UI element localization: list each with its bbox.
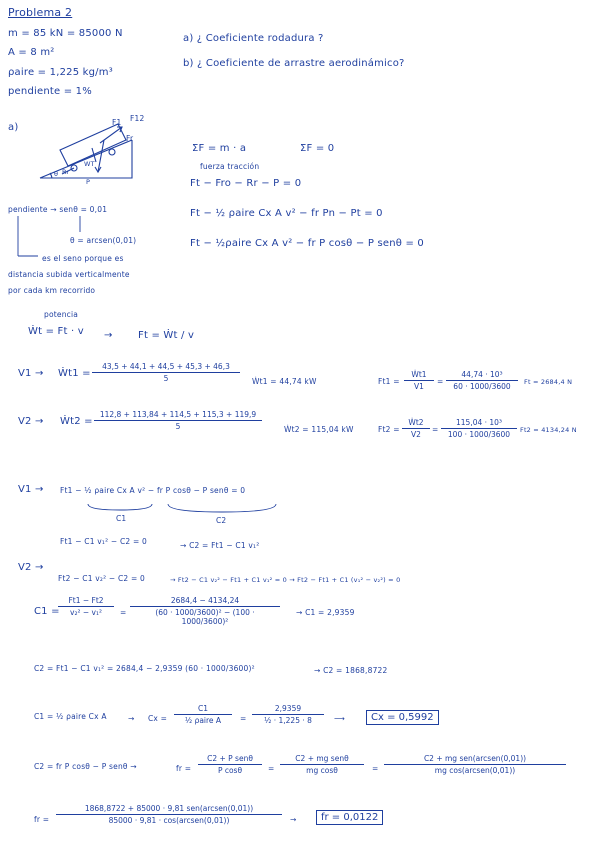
c1-num2: 2684,4 − 4134,24 xyxy=(170,596,240,605)
eq-forces-full: Ft − ½ρaire Cx A v² − fr P cosθ − P senθ = 0 xyxy=(190,238,424,249)
slope-note-1: es el seno porque es xyxy=(42,254,124,263)
given-slope: pendiente = 1% xyxy=(8,86,92,97)
diagram-fr: Fr xyxy=(126,134,134,143)
cx-lhs: Cx = xyxy=(148,714,168,723)
v2-ft-lhs: Ft2 = xyxy=(378,425,400,434)
eq-newton: ΣF = m · a xyxy=(192,143,247,154)
v2-label: V2 → xyxy=(18,416,44,427)
cx-arrow2: ⟶ xyxy=(334,714,345,723)
c1-den2: (60 · 1000/3600)² − (100 · 1000/3600)² xyxy=(155,608,255,626)
fr-num2: C2 + mg senθ xyxy=(295,754,349,763)
eq-newton-zero: ΣF = 0 xyxy=(300,143,335,154)
fr-eq: C2 = fr P cosθ − P senθ → xyxy=(34,762,137,771)
v1-ft-result: Ft = 2684,4 N xyxy=(524,378,573,386)
v2-mean-num: 112,8 + 113,84 + 114,5 + 115,3 + 119,9 xyxy=(99,410,257,419)
cx-num2: 2,9359 xyxy=(274,704,302,713)
fr-arrow: → xyxy=(290,815,297,824)
eq-note-traction: fuerza tracción xyxy=(200,162,260,171)
diagram-rr: Rr xyxy=(62,168,70,176)
v1-ft-num: Ẇt1 xyxy=(411,370,427,379)
v1-ft-den2: 60 · 1000/3600 xyxy=(453,382,511,391)
v1-ft-den: V1 xyxy=(414,382,424,391)
c1-den: v₂² − v₁² xyxy=(70,608,102,617)
v2-power-result: Ẇt2 = 115,04 kW xyxy=(284,425,354,434)
v2-mean-den: 5 xyxy=(175,422,181,431)
c1-fraction xyxy=(58,596,114,617)
fr-num3: C2 + mg sen(arcsen(0,01)) xyxy=(423,754,527,763)
power-eq: Ẇt = Ft · v xyxy=(28,326,84,337)
v2-ft-num2: 115,04 · 10³ xyxy=(456,418,502,427)
cx-eq-sign: = xyxy=(240,714,247,723)
slope-theta: θ = arcsen(0,01) xyxy=(70,236,137,245)
v2-lhs: Ẇt2 = xyxy=(60,416,93,427)
v1-power-result: Ẇt1 = 44,74 kW xyxy=(252,377,317,386)
sys-eq3-res: → Ft2 − C1 v₂² − Ft1 + C1 v₁² = 0 → Ft2 − Ft1 + C1 (v₁² − v₂²) = 0 xyxy=(170,576,401,584)
part-a-label: a) xyxy=(8,122,19,133)
c1-num: Ft1 − Ft2 xyxy=(68,596,104,605)
sys-eq3: Ft2 − C1 v₂² − C2 = 0 xyxy=(58,574,146,583)
v2-ft-den2: 100 · 1000/3600 xyxy=(447,430,511,439)
fr-final-lhs: fr = xyxy=(34,815,50,824)
sys-eq2: Ft1 − C1 v₁² − C2 = 0 xyxy=(60,537,148,546)
given-mass: m = 85 kN = 85000 N xyxy=(8,28,123,39)
c1-eq-sign: = xyxy=(120,608,127,617)
fr-final-fraction xyxy=(56,804,282,825)
problem-title: Problema 2 xyxy=(8,6,73,19)
fr-eq-sign2: = xyxy=(372,764,379,773)
sys-c1-label: C1 xyxy=(116,514,127,523)
c2-eq: C2 = Ft1 − C1 v₁² = 2684,4 − 2,9359 (60 · 1000/3600)² xyxy=(34,664,255,673)
v2-ft-den: V2 xyxy=(411,430,421,439)
sys-v2-label: V2 → xyxy=(18,562,44,573)
cx-den: ½ ρaire A xyxy=(184,716,222,725)
cx-eq: C1 = ½ ρaire Cx A xyxy=(34,712,107,721)
power-arrow: → xyxy=(104,330,113,341)
slope-note-2: distancia subida verticalmente xyxy=(8,270,130,279)
cx-fraction2 xyxy=(252,704,324,725)
diagram-p: P xyxy=(86,178,91,186)
v1-lhs: Ẇt1 = xyxy=(58,368,91,379)
given-air-density: ρaire = 1,225 kg/m³ xyxy=(8,67,113,78)
v1-label: V1 → xyxy=(18,368,44,379)
cx-result: Cx = 0,5992 xyxy=(366,710,439,725)
slope-note-3: por cada km recorrido xyxy=(8,286,96,295)
cx-num: C1 xyxy=(197,704,208,713)
power-solve: Ft = Ẇt / v xyxy=(138,330,195,341)
v2-ft-num: Ẇt2 xyxy=(408,418,424,427)
diagram-f1: F1 xyxy=(112,118,122,127)
v1-eq-sign: = xyxy=(437,377,444,386)
cx-den2: ½ · 1,225 · 8 xyxy=(264,716,312,725)
c1-lhs: C1 = xyxy=(34,606,60,617)
v1-mean-den: 5 xyxy=(163,374,169,383)
diagram-f12: F12 xyxy=(130,114,145,123)
fr-fraction2 xyxy=(280,754,364,775)
sys-v1-label: V1 → xyxy=(18,484,44,495)
v1-ft-num2: 44,74 · 10³ xyxy=(461,370,503,379)
cx-fraction xyxy=(174,704,232,725)
diagram-theta: θ xyxy=(54,170,59,178)
given-area: A = 8 m² xyxy=(8,47,55,58)
eq-forces-expanded: Ft − ½ ρaire Cx A v² − fr Pn − Pt = 0 xyxy=(190,208,383,219)
fr-num: C2 + P senθ xyxy=(207,754,253,763)
sys-eq1: Ft1 − ½ ρaire Cx A v² − fr P cosθ − P senθ = 0 xyxy=(60,486,246,495)
v2-eq-sign: = xyxy=(432,425,439,434)
c1-fraction2 xyxy=(130,596,280,626)
fr-den2: mg cosθ xyxy=(306,766,338,775)
question-a: a) ¿ Coeficiente rodadura ? xyxy=(183,33,324,44)
sys-eq2-res: → C2 = Ft1 − C1 v₁² xyxy=(180,541,260,550)
fr-eq-sign: = xyxy=(268,764,275,773)
fr-final-num: 1868,8722 + 85000 · 9,81 sen(arcsen(0,01)) xyxy=(84,804,254,813)
fr-den3: mg cos(arcsen(0,01)) xyxy=(434,766,516,775)
power-title: potencia xyxy=(44,310,79,319)
c1-result: → C1 = 2,9359 xyxy=(296,608,355,617)
fr-den: P cosθ xyxy=(217,766,243,775)
v1-ft-lhs: Ft1 = xyxy=(378,377,400,386)
fr-final-den: 85000 · 9,81 · cos(arcsen(0,01)) xyxy=(108,816,230,825)
slope-sin: pendiente → senθ = 0,01 xyxy=(8,205,108,214)
fr-fraction xyxy=(198,754,262,775)
fr-result: fr = 0,0122 xyxy=(316,810,383,825)
v1-mean-num: 43,5 + 44,1 + 44,5 + 45,3 + 46,3 xyxy=(102,362,230,371)
fr-fraction3 xyxy=(384,754,566,775)
diagram-wt: WT xyxy=(84,160,95,168)
fr-lhs: fr = xyxy=(176,764,192,773)
c2-result: → C2 = 1868,8722 xyxy=(314,666,388,675)
question-b: b) ¿ Coeficiente de arrastre aerodinámico? xyxy=(183,58,405,69)
eq-forces: Ft − Fro − Rr − P = 0 xyxy=(190,178,302,189)
sys-c2-label: C2 xyxy=(216,516,227,525)
v2-ft-result: Ft2 = 4134,24 N xyxy=(520,426,577,434)
cx-arrow: → xyxy=(128,714,135,723)
